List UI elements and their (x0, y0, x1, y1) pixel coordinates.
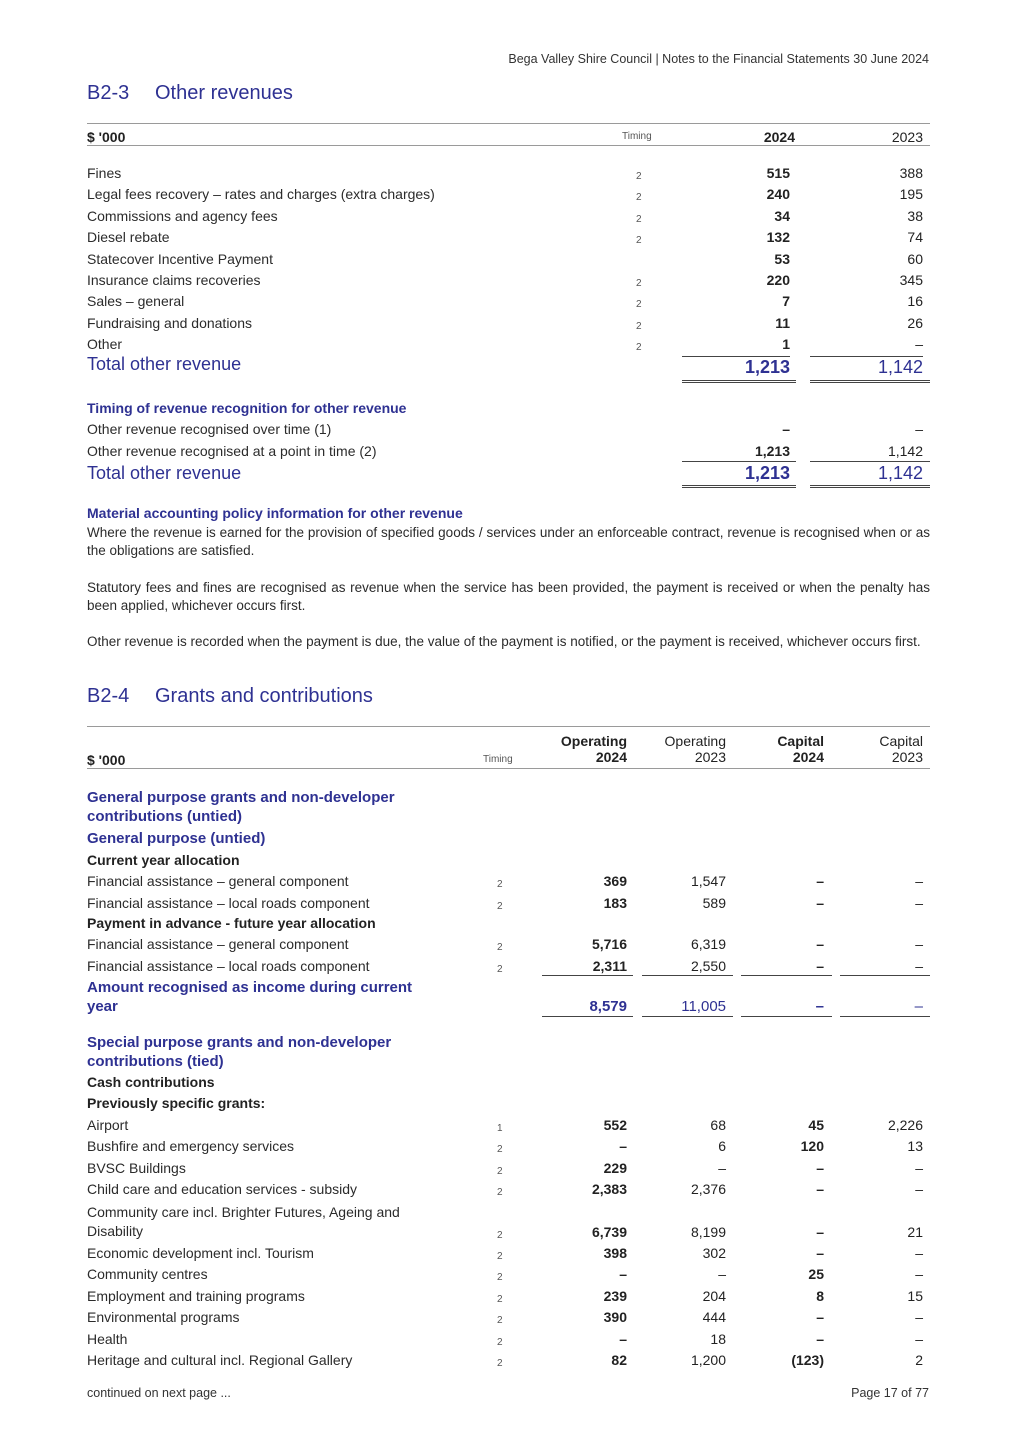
op-2023: 2,550 (690, 957, 726, 974)
row-label: Legal fees recovery – rates and charges (extra charges) (87, 186, 435, 203)
row-timing: 2 (497, 1187, 503, 1199)
table-row (87, 1331, 930, 1352)
sp-heading (87, 1033, 391, 1071)
heading-line: Special purpose grants and non-developer (87, 1034, 392, 1051)
row-timing: 2 (497, 963, 503, 975)
row-timing: 2 (497, 1358, 503, 1369)
cap-2024: – (816, 1223, 824, 1240)
value-2023: 26 (907, 314, 923, 331)
cap-2023: – (915, 894, 923, 911)
cap-2024: – (816, 873, 824, 889)
op-2023: 302 (702, 1245, 726, 1261)
value-2024: 515 (766, 165, 790, 181)
underline (642, 975, 733, 976)
op-2023: 204 (702, 1287, 726, 1304)
table-row (87, 1288, 930, 1309)
footer-page-number: Page 17 of 77 (851, 1386, 929, 1400)
row-label: Financial assistance – general component (87, 873, 349, 889)
gp-heading (87, 788, 395, 826)
value-2023: 1,142 (887, 443, 923, 459)
op-2024: 2,383 (591, 1181, 627, 1198)
col-2024: 2024 (763, 129, 795, 145)
total-row (87, 465, 930, 486)
payment-advance-label: Payment in advance - future year allocation (87, 915, 376, 931)
cap-2023: – (915, 1330, 923, 1347)
op-2024: 6,739 (591, 1223, 627, 1240)
table-row (87, 251, 930, 272)
row-label: Fines (87, 165, 122, 181)
underline (542, 975, 633, 976)
cap-2023: 21 (907, 1223, 923, 1240)
row-label: Airport (87, 1117, 129, 1133)
row-label: Bushfire and emergency services (87, 1138, 294, 1155)
cap-2024: (123) (791, 1352, 824, 1368)
row-label: Economic development incl. Tourism (87, 1245, 314, 1261)
col-year: 2023 (891, 749, 923, 765)
table-row (87, 1181, 930, 1202)
table-row (87, 873, 930, 894)
op-2024: 390 (603, 1309, 627, 1326)
op-2023: 8,199 (690, 1223, 726, 1240)
row-timing: 2 (497, 1251, 503, 1262)
label-line: Amount recognised as income during current (87, 979, 413, 996)
divider (87, 145, 930, 146)
label-line: year (87, 998, 118, 1015)
col-cap-2023 (830, 733, 923, 765)
table-row (87, 208, 930, 229)
table-row (87, 1245, 930, 1266)
section-number: B2-3 (87, 82, 130, 104)
op-2023: 6 (718, 1138, 726, 1155)
policy-paragraph: Statutory fees and fines are recognised as revenue when the service has been provided, the payment is received or when the penalty has been applied, whichever occurs first. (87, 580, 930, 613)
col-year: 2023 (694, 749, 726, 765)
page-header: Bega Valley Shire Council | Notes to the Financial Statements 30 June 2024 (508, 52, 929, 66)
underline (542, 1016, 633, 1017)
op-2024: 183 (603, 894, 627, 911)
table-row (87, 1203, 930, 1245)
value-2024: 1,213 (754, 443, 790, 459)
cap-2024: 45 (808, 1117, 824, 1133)
cap-2023: – (915, 957, 923, 974)
table-row (87, 1309, 930, 1330)
cap-2024: – (816, 1309, 824, 1326)
underline (741, 1016, 832, 1017)
op-2024: 5,716 (591, 936, 627, 952)
value-2024: 220 (766, 272, 790, 288)
amount-label (87, 978, 412, 1016)
op-2024: 2,311 (592, 957, 627, 974)
table-row (87, 272, 930, 293)
row-label: Community centres (87, 1266, 208, 1283)
op-2023: 68 (710, 1117, 726, 1133)
row-timing: 2 (497, 879, 503, 890)
row-timing: 2 (636, 171, 642, 182)
table-row (87, 229, 930, 250)
table-row (87, 1138, 930, 1159)
underline (741, 975, 832, 976)
row-label: Other revenue recognised over time (1) (87, 421, 332, 437)
row-label: Other (87, 336, 123, 353)
underline (840, 975, 930, 976)
col-label: Capital (879, 733, 923, 749)
op-2024: – (619, 1330, 627, 1347)
value-2024: – (782, 421, 790, 437)
col-2023: 2023 (891, 129, 923, 145)
row-timing: 2 (636, 299, 642, 311)
row-timing: 2 (497, 1165, 503, 1177)
col-unit: $ '000 (87, 129, 126, 145)
value-2024: 34 (774, 207, 790, 224)
value-2023: 345 (899, 272, 923, 288)
underline (682, 461, 796, 462)
row-label: Insurance claims recoveries (87, 272, 261, 288)
cap-2024: – (816, 1181, 824, 1198)
table-row (87, 165, 930, 186)
row-label: Health (87, 1330, 128, 1347)
policy-paragraph: Where the revenue is earned for the provision of specified goods / services under an enforceable contract, revenue is recognised when or as the obligations are satisfied. (87, 525, 930, 558)
col-timing: Timing (483, 754, 513, 765)
value-2024: 53 (774, 250, 790, 267)
heading-line: General purpose grants and non-developer (87, 789, 395, 806)
col-label: Operating (560, 733, 627, 749)
col-op-2024 (530, 733, 627, 765)
row-label: Financial assistance – local roads component (87, 957, 370, 974)
op-2024: 229 (603, 1159, 627, 1176)
gp-untied-heading: General purpose (untied) (87, 830, 266, 847)
op-2024: – (619, 1138, 627, 1155)
amount-cap-2023: – (914, 998, 923, 1015)
op-2023: 1,200 (690, 1352, 726, 1368)
table-row (87, 421, 930, 442)
row-label: Statecover Incentive Payment (87, 250, 273, 267)
row-label: Child care and education services - subsidy (87, 1181, 358, 1198)
op-2023: 6,319 (690, 936, 726, 952)
amount-op-2024: 8,579 (589, 998, 627, 1015)
policy-paragraph: Other revenue is recorded when the payment is due, the value of the payment is notified, or the payment is received, whichever occurs first. (87, 634, 921, 649)
cap-2023: – (915, 936, 923, 952)
row-label: BVSC Buildings (87, 1159, 186, 1176)
row-label (87, 1203, 400, 1241)
table-row (87, 315, 930, 336)
cap-2024: – (816, 957, 824, 974)
divider (87, 726, 930, 727)
row-label: Commissions and agency fees (87, 207, 278, 224)
double-underline (810, 380, 930, 383)
row-timing: 1 (497, 1123, 503, 1134)
value-2023: 60 (907, 250, 923, 267)
row-label: Other revenue recognised at a point in time (2) (87, 443, 377, 459)
underline (642, 1016, 733, 1017)
cap-2023: 13 (907, 1138, 923, 1155)
prev-specific-label: Previously specific grants: (87, 1095, 266, 1111)
total-label: Total other revenue (87, 354, 242, 374)
row-timing: 2 (497, 1272, 503, 1284)
cap-2024: – (816, 1330, 824, 1347)
cap-2023: – (915, 1181, 923, 1198)
op-2024: 398 (603, 1245, 627, 1261)
row-timing: 2 (636, 342, 642, 354)
current-year-label: Current year allocation (87, 852, 240, 868)
heading-line: contributions (untied) (87, 808, 242, 825)
row-timing: 2 (497, 942, 503, 953)
double-underline (682, 485, 796, 488)
cap-2023: – (915, 1309, 923, 1326)
col-year: 2024 (792, 749, 824, 765)
underline (810, 461, 930, 462)
footer-continued: continued on next page ... (87, 1386, 231, 1400)
value-2023: – (915, 421, 923, 437)
cap-2024: 25 (808, 1266, 824, 1283)
col-timing: Timing (622, 131, 652, 142)
value-2024: 11 (775, 314, 790, 331)
row-label: Employment and training programs (87, 1287, 305, 1304)
total-2024: 1,213 (744, 463, 790, 483)
section-heading: Grants and contributions (155, 685, 373, 707)
row-label: Diesel rebate (87, 229, 170, 246)
op-2024: 369 (603, 873, 627, 889)
cap-2024: – (816, 894, 824, 911)
total-label: Total other revenue (87, 463, 242, 483)
op-2023: 2,376 (690, 1181, 726, 1198)
op-2023: 589 (702, 894, 726, 911)
row-timing: 2 (497, 1229, 503, 1241)
cap-2024: 8 (816, 1287, 824, 1304)
total-2023: 1,142 (877, 463, 923, 483)
row-timing: 2 (636, 278, 642, 289)
value-2023: 38 (907, 207, 923, 224)
value-2024: 132 (766, 229, 790, 246)
row-timing: 2 (636, 320, 642, 332)
row-timing: 2 (497, 1293, 503, 1305)
cap-2023: 2,226 (887, 1117, 923, 1133)
row-timing: 2 (497, 900, 503, 912)
row-label: Financial assistance – general component (87, 936, 349, 952)
col-cap-2024 (730, 733, 824, 765)
table-row (87, 293, 930, 314)
cap-2023: 2 (915, 1352, 923, 1368)
value-2023: 74 (907, 229, 923, 246)
policy-heading: Material accounting policy information for other revenue (87, 505, 463, 521)
section-title-b2-3 (87, 82, 293, 105)
table-row (87, 1117, 930, 1138)
row-timing: 2 (636, 192, 642, 204)
cap-2023: – (915, 1266, 923, 1283)
cap-2024: – (816, 1245, 824, 1261)
op-2024: 239 (603, 1287, 627, 1304)
table-row (87, 1160, 930, 1181)
cap-2023: – (915, 1245, 923, 1261)
op-2024: 552 (603, 1117, 627, 1133)
col-unit: $ '000 (87, 752, 126, 768)
col-label: Operating (664, 733, 726, 749)
value-2023: 195 (899, 186, 923, 203)
value-2024: 7 (782, 293, 790, 310)
table-row (87, 443, 930, 464)
amount-cap-2024: – (815, 998, 824, 1015)
op-2023: 444 (702, 1309, 726, 1326)
label-line: Disability (87, 1222, 144, 1239)
op-2023: 1,547 (690, 873, 726, 889)
row-label: Sales – general (87, 293, 185, 310)
op-2023: – (718, 1159, 726, 1176)
row-timing: 2 (497, 1315, 503, 1327)
cap-2024: – (816, 1159, 824, 1176)
op-2024: 82 (611, 1352, 627, 1368)
divider (87, 768, 930, 769)
row-timing: 2 (497, 1336, 503, 1348)
col-year: 2024 (595, 749, 627, 765)
row-timing: 2 (497, 1144, 503, 1156)
table-row (87, 1266, 930, 1287)
cap-2024: 120 (800, 1138, 824, 1155)
op-2023: 18 (710, 1330, 726, 1347)
label-line: Community care incl. Brighter Futures, Ageing and (87, 1203, 400, 1220)
total-2024: 1,213 (682, 356, 790, 378)
divider (87, 123, 930, 124)
table-row (87, 186, 930, 207)
section-title-b2-4 (87, 685, 373, 708)
double-underline (682, 380, 796, 383)
col-label: Capital (777, 733, 824, 749)
double-underline (810, 485, 930, 488)
row-label: Financial assistance – local roads component (87, 894, 370, 911)
cap-2023: 15 (907, 1287, 923, 1304)
row-timing: 2 (636, 235, 642, 247)
cap-2023: – (915, 1159, 923, 1176)
table-row (87, 895, 930, 916)
op-2023: – (718, 1266, 726, 1283)
row-label: Fundraising and donations (87, 314, 253, 331)
section-number: B2-4 (87, 685, 130, 707)
timing-heading: Timing of revenue recognition for other revenue (87, 400, 407, 416)
cap-2024: – (816, 936, 824, 952)
col-op-2023 (630, 733, 726, 765)
value-2024: 240 (766, 186, 790, 203)
value-2024: 1 (782, 336, 790, 353)
value-2023: 388 (899, 165, 923, 181)
table-row (87, 936, 930, 957)
cash-contrib-label: Cash contributions (87, 1074, 215, 1090)
row-timing: 2 (636, 213, 642, 225)
amount-op-2023: 11,005 (681, 998, 726, 1015)
row-label: Environmental programs (87, 1309, 240, 1326)
table-row (87, 1352, 930, 1373)
value-2023: – (915, 336, 923, 353)
underline (840, 1016, 930, 1017)
cap-2023: – (915, 873, 923, 889)
op-2024: – (619, 1266, 627, 1283)
total-2023: 1,142 (810, 356, 923, 378)
row-label: Heritage and cultural incl. Regional Gallery (87, 1352, 353, 1368)
section-heading: Other revenues (155, 82, 293, 104)
total-row (87, 354, 930, 379)
heading-line: contributions (tied) (87, 1053, 224, 1070)
value-2023: 16 (907, 293, 923, 310)
